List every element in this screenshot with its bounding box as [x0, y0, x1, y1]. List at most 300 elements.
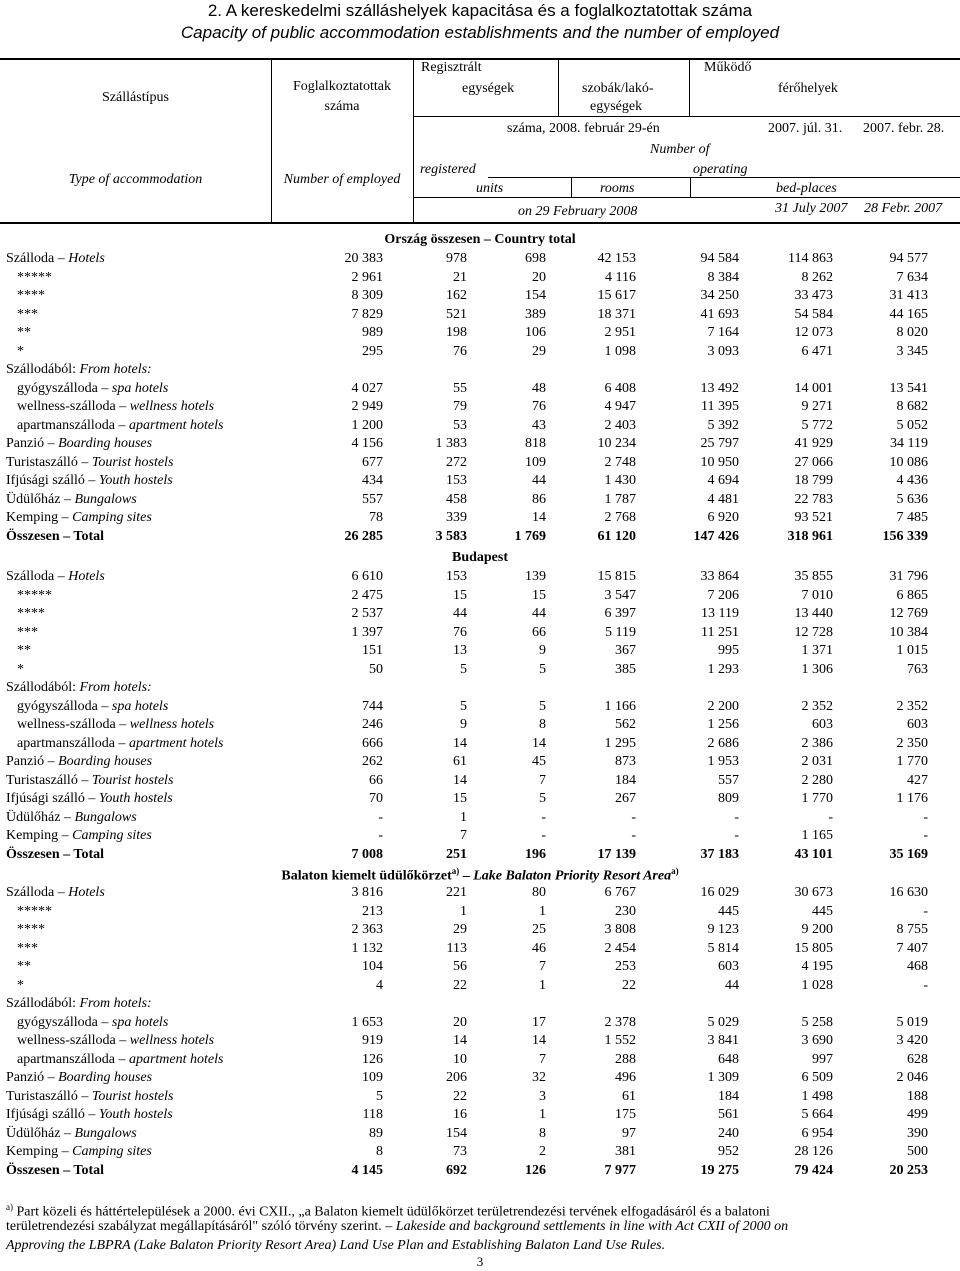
table-cell: 6 397	[604, 606, 636, 621]
table-cell: 109	[525, 454, 546, 470]
table-cell: 56	[453, 959, 467, 974]
row-label: apartmanszálloda – apartment hotels	[17, 735, 224, 751]
row-label: ****	[17, 288, 45, 303]
table-cell: 521	[446, 306, 467, 322]
table-cell: 5	[539, 791, 546, 806]
table-cell: 73	[453, 1144, 467, 1159]
table-cell: 16 630	[889, 885, 928, 900]
table-cell: 184	[718, 1088, 739, 1104]
table-cell: 1	[539, 903, 546, 919]
table-cell: 818	[525, 436, 546, 451]
row-label: Ifjúsági szálló – Youth hostels	[6, 1107, 173, 1122]
row-label: *	[17, 977, 24, 993]
row-label: gyógyszálloda – spa hotels	[17, 1014, 169, 1030]
table-cell: 1 383	[435, 436, 467, 451]
table-cell: 61	[622, 1088, 636, 1104]
table-cell: 5 119	[605, 624, 636, 640]
table-cell: 13 541	[889, 380, 928, 396]
table-cell: 1 028	[801, 977, 833, 993]
table-cell: 427	[907, 772, 928, 788]
table-cell: 14	[453, 735, 467, 751]
table-cell: 19 275	[700, 1162, 739, 1178]
table-cell: 7	[539, 772, 546, 788]
table-cell: 14 001	[794, 380, 833, 396]
table-cell: 198	[446, 325, 467, 340]
table-cell: 6 767	[604, 885, 636, 900]
table-cell: 288	[615, 1051, 636, 1067]
row-label: Kemping – Camping sites	[6, 1144, 152, 1159]
table-row	[0, 510, 960, 528]
table-row	[0, 1052, 960, 1070]
row-label: Üdülőház – Bungalows	[6, 491, 137, 507]
type-en: Type of accommodation	[68, 172, 203, 187]
table-cell: 104	[362, 959, 383, 974]
date-jul-en: 31 July 2007	[775, 201, 848, 216]
table-row	[0, 996, 960, 1014]
table-row	[0, 362, 960, 380]
table-row	[0, 885, 960, 903]
table-cell: 66	[532, 624, 546, 640]
table-cell: 1 132	[351, 940, 383, 956]
table-cell: 80	[532, 885, 546, 900]
row-label: *****	[17, 587, 52, 603]
table-cell: 153	[446, 473, 467, 488]
page-number: 3	[476, 1254, 484, 1269]
table-cell: 251	[446, 846, 467, 862]
table-cell: 240	[718, 1125, 739, 1141]
table-row	[0, 569, 960, 587]
table-cell: 44	[453, 606, 467, 621]
table-cell: 43	[532, 417, 546, 433]
date-feb-hu: 2007. febr. 28.	[863, 121, 945, 136]
table-cell: 3 816	[351, 885, 383, 900]
table-cell: -	[631, 828, 636, 843]
table-cell: 2 352	[896, 698, 928, 714]
table-cell: 3 093	[707, 343, 739, 359]
table-cell: 20	[532, 269, 546, 285]
table-cell: 8	[539, 717, 546, 732]
table-cell: 4 116	[605, 269, 636, 285]
section-heading: Balaton kiemelt üdülőkörzet$^{a)}$ – Lake Balaton Priority Resort Area$^{a)}$	[281, 866, 679, 884]
table-row	[0, 455, 960, 473]
table-cell: 31 796	[889, 569, 928, 584]
table-cell: 3 690	[801, 1033, 833, 1048]
table-cell: 1 200	[351, 417, 383, 433]
table-cell: 10 384	[889, 624, 928, 640]
table-cell: 4 481	[707, 491, 739, 507]
row-label: Kemping – Camping sites	[6, 828, 152, 843]
row-label: Szállodából: From hotels:	[6, 996, 152, 1011]
table-cell: 11 395	[701, 399, 739, 414]
header-hline	[413, 116, 960, 117]
table-cell: 162	[446, 288, 467, 303]
table-cell: 5	[376, 1088, 383, 1104]
table-cell: -	[378, 828, 383, 843]
table-cell: -	[541, 828, 546, 843]
row-label: Panzió – Boarding houses	[6, 436, 153, 451]
table-cell: 3 808	[604, 922, 636, 937]
table-cell: 1 769	[514, 528, 546, 544]
table-cell: 76	[532, 399, 546, 414]
table-cell: 20 253	[889, 1162, 928, 1178]
beds-hu: férőhelyek	[778, 81, 838, 96]
table-cell: 2 200	[707, 698, 739, 714]
table-cell: 5 636	[896, 491, 928, 507]
table-row	[0, 251, 960, 269]
table-cell: 648	[718, 1051, 739, 1067]
table-cell: 4 195	[801, 959, 833, 974]
header-vline	[571, 177, 572, 197]
table-cell: 3 345	[896, 343, 928, 359]
table-cell: 1 371	[801, 643, 833, 658]
table-cell: 500	[907, 1144, 928, 1159]
table-cell: 2 949	[351, 399, 383, 414]
table-cell: 1 787	[604, 491, 636, 507]
footnote-mark: a)	[6, 1202, 13, 1212]
table-row	[0, 473, 960, 491]
table-cell: 3 841	[707, 1033, 739, 1048]
table-cell: 246	[362, 717, 383, 732]
table-cell: 44	[725, 977, 739, 993]
table-cell: 7	[539, 1051, 546, 1067]
table-row	[0, 1015, 960, 1033]
table-cell: 22 783	[794, 491, 833, 507]
table-cell: 113	[446, 940, 467, 956]
table-cell: 13 492	[700, 380, 739, 396]
table-cell: 390	[907, 1125, 928, 1141]
row-label: Összesen – Total	[6, 846, 105, 862]
date-feb-en: 28 Febr. 2007	[864, 201, 943, 216]
table-cell: 6 920	[707, 510, 739, 525]
table-cell: 6 610	[351, 569, 383, 584]
table-cell: 561	[718, 1107, 739, 1122]
table-cell: 21	[453, 269, 467, 285]
footnote-text-2-en: – Lakeside and background settlements in line with Act CXII of 2000 on	[381, 1219, 789, 1234]
table-cell: 1 295	[604, 735, 636, 751]
table-cell: 8 020	[896, 325, 928, 340]
table-cell: 6 954	[801, 1125, 833, 1141]
table-cell: 8 682	[896, 399, 928, 414]
table-row	[0, 344, 960, 362]
header-vline	[689, 60, 690, 116]
table-cell: 253	[615, 959, 636, 974]
type-hu: Szállástípus	[102, 90, 169, 105]
table-cell: 385	[615, 661, 636, 677]
table-cell: 22	[453, 1088, 467, 1104]
table-cell: 8	[539, 1125, 546, 1141]
employed-hu-1: Foglalkoztatottak	[293, 79, 391, 94]
table-cell: 14	[453, 1033, 467, 1048]
table-cell: 1 770	[801, 791, 833, 806]
table-cell: 763	[907, 661, 928, 677]
table-cell: 230	[615, 903, 636, 919]
table-cell: 25	[532, 922, 546, 937]
row-label: *****	[17, 903, 52, 919]
table-row	[0, 1089, 960, 1107]
table-cell: 1 309	[707, 1070, 739, 1085]
table-cell: 156 339	[882, 528, 928, 544]
table-cell: 381	[615, 1144, 636, 1159]
table-cell: 7 485	[896, 510, 928, 525]
table-cell: 15 617	[597, 288, 636, 303]
table-cell: 1	[460, 903, 467, 919]
table-cell: 1	[539, 977, 546, 993]
row-label: **	[17, 643, 31, 658]
table-cell: 2 031	[801, 754, 833, 769]
table-row	[0, 904, 960, 922]
table-cell: 33 864	[700, 569, 739, 584]
row-label: Turistaszálló – Tourist hostels	[6, 454, 174, 470]
table-cell: 221	[446, 885, 467, 900]
row-label: Összesen – Total	[6, 1162, 105, 1178]
table-cell: 7 407	[896, 940, 928, 956]
table-cell: 29	[532, 343, 546, 359]
table-cell: 2 352	[801, 698, 833, 714]
footnote-text-2-hu: területrendezési szabályzat megállapításáról" szóló törvény szerint.	[6, 1219, 382, 1234]
table-cell: 5	[539, 661, 546, 677]
table-cell: 458	[446, 491, 467, 507]
units-en: units	[476, 181, 504, 196]
table-cell: 12 728	[794, 624, 833, 640]
operating-en: operating	[693, 162, 748, 177]
table-row	[0, 606, 960, 624]
table-cell: 86	[532, 491, 546, 507]
table-cell: -	[378, 809, 383, 825]
table-cell: 7 206	[707, 587, 739, 603]
table-cell: 14	[532, 1033, 546, 1048]
table-cell: 14	[532, 735, 546, 751]
table-cell: 16	[453, 1107, 467, 1122]
table-cell: 978	[446, 251, 467, 266]
table-cell: 46	[532, 940, 546, 956]
table-cell: 15 815	[597, 569, 636, 584]
table-cell: 5 392	[707, 417, 739, 433]
table-cell: 4 027	[351, 380, 383, 396]
table-cell: 434	[362, 473, 383, 488]
table-cell: 213	[362, 903, 383, 919]
table-cell: 1 397	[351, 624, 383, 640]
table-cell: 41 693	[700, 306, 739, 322]
row-label: Üdülőház – Bungalows	[6, 1125, 137, 1141]
row-label: apartmanszálloda – apartment hotels	[17, 417, 224, 433]
table-cell: 114 863	[788, 251, 833, 266]
table-row	[0, 978, 960, 996]
table-cell: 94 577	[889, 251, 928, 266]
employed-hu-2: száma	[324, 99, 360, 114]
row-label: ****	[17, 922, 45, 937]
row-label: gyógyszálloda – spa hotels	[17, 698, 169, 714]
table-row	[0, 625, 960, 643]
table-cell: 2 403	[604, 417, 636, 433]
table-row	[0, 959, 960, 977]
table-cell: 2 280	[801, 772, 833, 788]
table-cell: 1	[460, 809, 467, 825]
table-cell: 3 420	[896, 1033, 928, 1048]
table-cell: 2 537	[351, 606, 383, 621]
units-hu: egységek	[462, 81, 515, 96]
table-cell: 603	[718, 959, 739, 974]
table-cell: 9 271	[801, 399, 833, 414]
table-cell: 1 015	[896, 643, 928, 658]
table-cell: 4 145	[351, 1162, 383, 1178]
table-cell: 698	[525, 251, 546, 266]
table-cell: 6 865	[896, 587, 928, 603]
table-cell: 13	[453, 643, 467, 658]
table-cell: 13 119	[701, 606, 739, 621]
table-row	[0, 699, 960, 717]
table-cell: 10 950	[700, 454, 739, 470]
table-cell: 1 953	[707, 754, 739, 769]
beds-en: bed-places	[776, 181, 837, 196]
table-cell: 15 805	[794, 940, 833, 956]
table-cell: 206	[446, 1070, 467, 1085]
header-hline	[413, 197, 960, 198]
table-cell: 28 126	[794, 1144, 833, 1159]
rooms-en: rooms	[600, 181, 635, 196]
table-cell: 262	[362, 754, 383, 769]
table-cell: 5 814	[707, 940, 739, 956]
table-cell: 22	[622, 977, 636, 993]
row-label: Turistaszálló – Tourist hostels	[6, 1088, 174, 1104]
row-label: Szállodából: From hotels:	[6, 362, 152, 377]
table-cell: -	[541, 809, 546, 825]
table-cell: 15	[532, 587, 546, 603]
table-cell: 53	[453, 417, 467, 433]
table-cell: 989	[362, 325, 383, 340]
table-cell: 367	[615, 643, 636, 658]
number-of-en: Number of	[650, 142, 710, 157]
table-row	[0, 791, 960, 809]
table-cell: 1 256	[707, 717, 739, 732]
table-cell: 603	[907, 717, 928, 732]
row-label: *	[17, 661, 24, 677]
table-cell: 445	[812, 903, 833, 919]
table-row	[0, 1070, 960, 1088]
table-cell: 339	[446, 510, 467, 525]
table-cell: 16 029	[700, 885, 739, 900]
table-cell: 666	[362, 735, 383, 751]
table-cell: 25 797	[700, 436, 739, 451]
table-cell: 33 473	[794, 288, 833, 303]
date-hu: száma, 2008. február 29-én	[507, 121, 660, 136]
row-label: **	[17, 959, 31, 974]
table-cell: 76	[453, 624, 467, 640]
table-row	[0, 773, 960, 791]
table-cell: 318 961	[787, 528, 833, 544]
table-cell: 5	[460, 661, 467, 677]
table-cell: 997	[812, 1051, 833, 1067]
date-en: on 29 February 2008	[518, 204, 638, 219]
table-row	[0, 1144, 960, 1162]
table-cell: 35 169	[889, 846, 928, 862]
table-cell: 188	[907, 1088, 928, 1104]
table-row	[0, 588, 960, 606]
row-label: *****	[17, 269, 52, 285]
table-row	[0, 736, 960, 754]
table-cell: 8 755	[896, 922, 928, 937]
row-label: Turistaszálló – Tourist hostels	[6, 772, 174, 788]
table-cell: 468	[907, 959, 928, 974]
rooms-hu-1: szobák/lakó-	[582, 81, 654, 96]
table-row	[0, 325, 960, 343]
table-cell: 5 772	[801, 417, 833, 433]
row-label: Szállodából: From hotels:	[6, 680, 152, 695]
table-row	[0, 1107, 960, 1125]
table-cell: 3	[539, 1088, 546, 1104]
table-cell: 184	[615, 772, 636, 788]
table-cell: 3 547	[604, 587, 636, 603]
table-cell: 952	[718, 1144, 739, 1159]
table-cell: 7 164	[707, 325, 739, 340]
date-jul-hu: 2007. júl. 31.	[768, 121, 843, 136]
table-cell: 55	[453, 380, 467, 396]
table-cell: 1 430	[604, 473, 636, 488]
registered-hu: Regisztrált	[421, 60, 482, 75]
table-cell: 97	[622, 1125, 636, 1141]
table-cell: -	[923, 903, 928, 919]
table-cell: 17	[532, 1014, 546, 1030]
registered-en: registered	[420, 162, 476, 177]
table-cell: 30 673	[794, 885, 833, 900]
row-label: **	[17, 325, 31, 340]
table-cell: 8 262	[801, 269, 833, 285]
table-cell: 499	[907, 1107, 928, 1122]
section-heading: Ország összesen – Country total	[384, 232, 576, 247]
table-cell: 12 073	[794, 325, 833, 340]
table-cell: 6 509	[801, 1070, 833, 1085]
table-cell: 10 234	[597, 436, 636, 451]
table-cell: 66	[369, 772, 383, 788]
table-cell: -	[923, 809, 928, 825]
table-cell: 126	[362, 1051, 383, 1067]
table-cell: 29	[453, 922, 467, 937]
header-vline	[690, 177, 691, 197]
table-cell: 9	[539, 643, 546, 658]
row-label: Szálloda – Hotels	[6, 569, 105, 584]
table-row	[0, 810, 960, 828]
table-cell: 557	[718, 772, 739, 788]
table-cell: 4 436	[896, 473, 928, 488]
table-cell: 873	[615, 754, 636, 769]
table-cell: 557	[362, 491, 383, 507]
table-cell: 37 183	[700, 846, 739, 862]
table-cell: 154	[446, 1125, 467, 1141]
table-row	[0, 307, 960, 325]
table-cell: 43 101	[794, 846, 833, 862]
table-row	[0, 643, 960, 661]
table-cell: 562	[615, 717, 636, 732]
table-cell: 5 029	[707, 1014, 739, 1030]
table-cell: 147 426	[693, 528, 739, 544]
table-row	[0, 270, 960, 288]
table-cell: 628	[907, 1051, 928, 1067]
page-subtitle: Capacity of public accommodation establishments and the number of employed	[180, 23, 780, 42]
table-header	[0, 58, 960, 224]
table-cell: 7 634	[896, 269, 928, 285]
table-row	[0, 1163, 960, 1181]
table-cell: 61	[453, 754, 467, 769]
table-cell: 93 521	[794, 510, 833, 525]
table-cell: 4	[376, 977, 383, 993]
row-label: Összesen – Total	[6, 528, 105, 544]
table-cell: 5	[460, 698, 467, 714]
table-cell: 18 371	[597, 306, 636, 322]
table-cell: 2 686	[707, 735, 739, 751]
table-row	[0, 436, 960, 454]
table-cell: 54 584	[794, 306, 833, 322]
table-cell: 1 552	[604, 1033, 636, 1048]
table-cell: 22	[453, 977, 467, 993]
